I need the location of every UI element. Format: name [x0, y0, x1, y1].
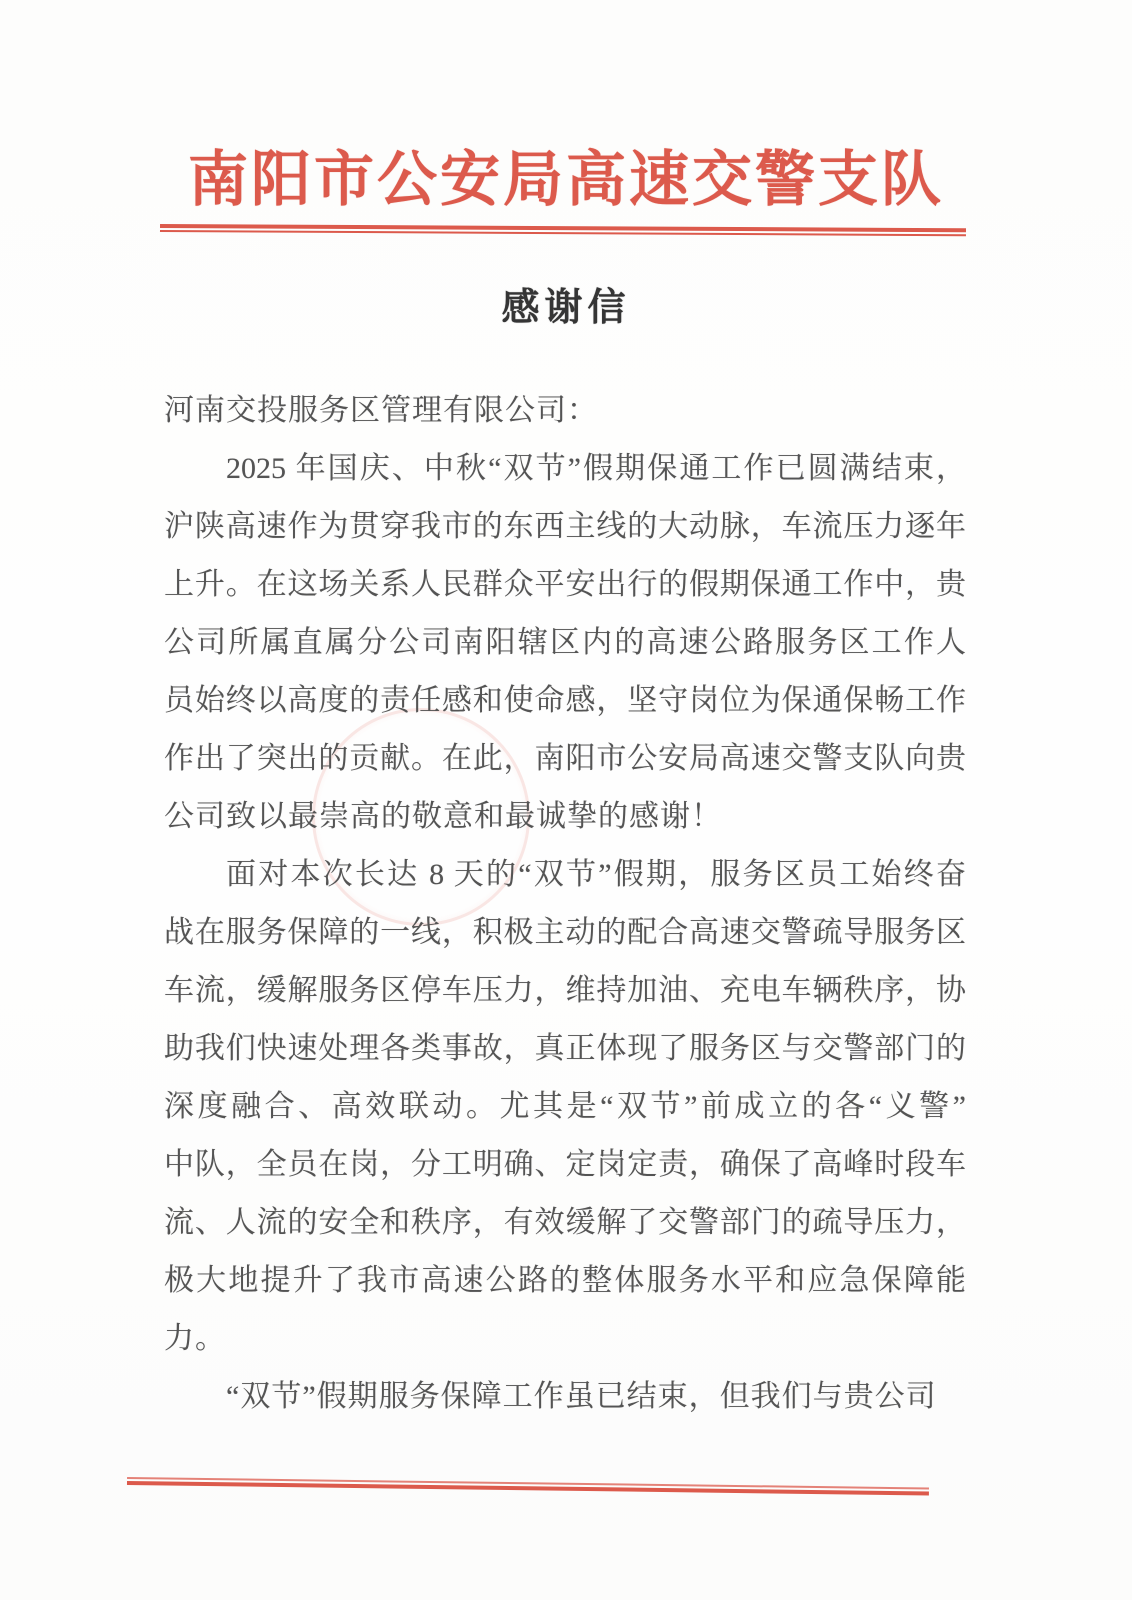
body-line: 公司致以最崇高的敬意和最诚挚的感谢！ — [164, 800, 722, 833]
body-line: 作出了突出的贡献。在此，南阳市公安局高速交警支队向贵 — [164, 742, 966, 775]
letterhead-rule — [160, 224, 966, 238]
body-line: 中队，全员在岗，分工明确、定岗定责，确保了高峰时段车 — [164, 1148, 966, 1181]
body-line: 力。 — [164, 1322, 226, 1355]
body-line: 助我们快速处理各类事故，真正体现了服务区与交警部门的 — [164, 1032, 966, 1065]
document-title: 感谢信 — [501, 287, 631, 329]
body-line: 上升。在这场关系人民群众平安出行的假期保通工作中，贵 — [164, 568, 966, 601]
footer-rule — [127, 1477, 929, 1497]
body-line: 极大地提升了我市高速公路的整体服务水平和应急保障能 — [164, 1264, 966, 1297]
body-line: 车流，缓解服务区停车压力，维持加油、充电车辆秩序，协 — [164, 974, 966, 1007]
letterhead-title: 南阳市公安局高速交警支队 — [188, 147, 944, 213]
body-line: 战在服务保障的一线，积极主动的配合高速交警疏导服务区 — [164, 916, 966, 949]
body-line: 流、人流的安全和秩序，有效缓解了交警部门的疏导压力， — [164, 1206, 966, 1239]
body-line: 沪陕高速作为贯穿我市的东西主线的大动脉，车流压力逐年 — [164, 510, 966, 543]
body-line: 河南交投服务区管理有限公司： — [164, 394, 598, 427]
body-line: 2025 年国庆、中秋“双节”假期保通工作已圆满结束， — [226, 452, 966, 485]
body-line: “双节”假期服务保障工作虽已结束，但我们与贵公司 — [226, 1380, 937, 1413]
body-line: 员始终以高度的责任感和使命感，坚守岗位为保通保畅工作 — [164, 684, 966, 717]
body-text — [164, 382, 966, 1426]
body-line: 面对本次长达 8 天的“双节”假期，服务区员工始终奋 — [226, 858, 966, 891]
body-line: 深度融合、高效联动。尤其是“双节”前成立的各“义警” — [164, 1090, 966, 1123]
body-line: 公司所属直属分公司南阳辖区内的高速公路服务区工作人 — [164, 626, 966, 659]
